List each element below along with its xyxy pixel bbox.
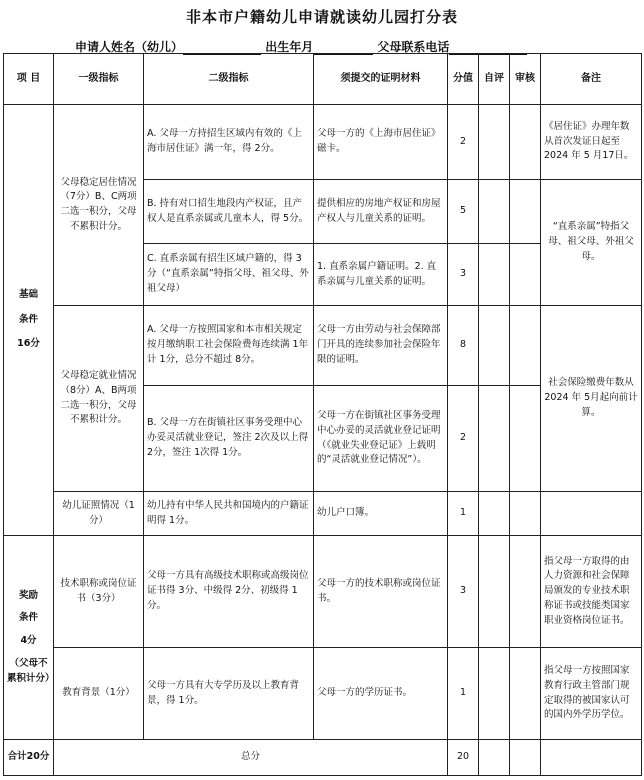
review-cell[interactable]: [510, 244, 541, 306]
header-level2: 二级指标: [144, 54, 314, 105]
employment-a-score: 8: [448, 306, 479, 386]
bonus-label-line4: （父母不累积计分）: [7, 657, 55, 684]
employment-level1: 父母稳定就业情况（8分）A、B两项二选一积分，父母不累积计分。: [54, 306, 144, 492]
header-materials: 须提交的证明材料: [314, 54, 448, 105]
table-row: [4, 105, 642, 180]
table-header-row: [4, 54, 642, 105]
hukou-materials: 幼儿户口簿。: [314, 492, 448, 536]
basic-conditions-label: [4, 105, 54, 536]
employment-remark: 社会保险缴费年数从 2024 年 5月起向前计算。: [541, 306, 642, 492]
self-eval-cell[interactable]: [479, 492, 510, 536]
total-label: 合计20分: [4, 740, 54, 776]
header-score: 分值: [448, 54, 479, 105]
hukou-level1: 幼儿证照情况（1分）: [54, 492, 144, 536]
residence-c-score: 3: [448, 244, 479, 306]
self-eval-cell[interactable]: [479, 244, 510, 306]
basic-label-line2: 条件: [18, 313, 38, 325]
employment-b-materials: 父母一方在街镇社区事务受理中心办妥的灵活就业登记证明（《就业失业登记证》上载明的“灵活就业登记情况”）。: [314, 386, 448, 492]
total-text: 总分: [54, 740, 448, 776]
basic-label-line1: 基础: [18, 288, 38, 300]
residence-a-remark: 《居住证》办理年数从首次发证日起至 2024 年 5 月17日。: [541, 105, 642, 180]
total-score: 20: [448, 740, 479, 776]
hukou-score: 1: [448, 492, 479, 536]
total-remark: [541, 740, 642, 776]
header-remarks: 备注: [541, 54, 642, 105]
table-row: [4, 536, 642, 648]
residence-a-score: 2: [448, 105, 479, 180]
employment-b-score: 2: [448, 386, 479, 492]
review-cell[interactable]: [510, 306, 541, 386]
self-eval-cell[interactable]: [479, 306, 510, 386]
table-row: [4, 492, 642, 536]
self-eval-total[interactable]: [479, 740, 510, 776]
title-score: 3: [448, 536, 479, 648]
employment-a-level2: A. 父母一方按照国家和本市相关规定按月缴纳职工社会保险费每连续满 1年计 1分，总分不超过 8分。: [144, 306, 314, 386]
table-row: [4, 306, 642, 386]
residence-b-score: 5: [448, 180, 479, 244]
edu-materials: 父母一方的学历证书。: [314, 648, 448, 740]
basic-label-line3: 16分: [17, 338, 40, 350]
header-review: 审核: [510, 54, 541, 105]
employment-b-level2: B. 父母一方在街镇社区事务受理中心办妥灵活就业登记，签注 2次及以上得 2分，签注 1次得 1分。: [144, 386, 314, 492]
header-item: 项 目: [4, 54, 54, 105]
review-cell[interactable]: [510, 536, 541, 648]
self-eval-cell[interactable]: [479, 105, 510, 180]
applicant-name-label: 申请人姓名（幼儿）: [75, 40, 184, 54]
employment-a-materials: 父母一方由劳动与社会保障部门开具的连续参加社会保险年限的证明。: [314, 306, 448, 386]
title-remark: 指父母一方取得的由人力资源和社会保障局颁发的专业技术职称证书或技能类国家职业资格岗位证书。: [541, 536, 642, 648]
self-eval-cell[interactable]: [479, 536, 510, 648]
score-table: [3, 53, 642, 776]
edu-score: 1: [448, 648, 479, 740]
review-cell[interactable]: [510, 492, 541, 536]
self-eval-cell[interactable]: [479, 386, 510, 492]
bonus-label-line3: 4分: [20, 635, 37, 647]
review-cell[interactable]: [510, 386, 541, 492]
title-materials: 父母一方的技术职称或岗位证书。: [314, 536, 448, 648]
residence-b-level2: B. 持有对口招生地段内产权证，且产权人是直系亲属或儿童本人，得 5分。: [144, 180, 314, 244]
table-row: [4, 648, 642, 740]
review-total[interactable]: [510, 740, 541, 776]
hukou-remark: [541, 492, 642, 536]
residence-c-level2: C. 直系亲属有招生区域户籍的，得 3分（“直系亲属”特指父母、祖父母、外祖父母）: [144, 244, 314, 306]
residence-a-level2: A. 父母一方持招生区域内有效的《上海市居住证》满一年，得 2分。: [144, 105, 314, 180]
page-title: 非本市户籍幼儿申请就读幼儿园打分表: [185, 8, 458, 26]
title-level2: 父母一方具有高级技术职称或高级岗位证书得 3分、中级得 2分、初级得 1分。: [144, 536, 314, 648]
residence-level1: 父母稳定居住情况（7分）B、C两项二选一积分，父母不累积计分。: [54, 105, 144, 306]
edu-level1: 教育背景（1分）: [54, 648, 144, 740]
bonus-label-line1: 奖励: [18, 589, 38, 601]
header-level1: 一级指标: [54, 54, 144, 105]
birth-date-label: 出生年月: [265, 40, 314, 54]
residence-bc-remark: “直系亲属”特指父母、祖父母、外祖父母。: [541, 180, 642, 306]
edu-level2: 父母一方具有大专学历及以上教育背景，得 1分。: [144, 648, 314, 740]
hukou-level2: 幼儿持有中华人民共和国境内的户籍证明得 1分。: [144, 492, 314, 536]
residence-a-materials: 父母一方的《上海市居住证》磁卡。: [314, 105, 448, 180]
bonus-conditions-label: [4, 536, 54, 740]
self-eval-cell[interactable]: [479, 180, 510, 244]
edu-remark: 指父母一方按照国家教育行政主管部门规定取得的被国家认可的国内外学历学位。: [541, 648, 642, 740]
review-cell[interactable]: [510, 105, 541, 180]
self-eval-cell[interactable]: [479, 648, 510, 740]
parent-phone-label: 父母联系电话: [377, 40, 450, 54]
review-cell[interactable]: [510, 180, 541, 244]
total-row: [4, 740, 642, 776]
bonus-label-line2: 条件: [18, 612, 38, 624]
review-cell[interactable]: [510, 648, 541, 740]
residence-b-materials: 提供相应的房地产权证和房屋产权人与儿童关系的证明。: [314, 180, 448, 244]
residence-c-materials: 1. 直系亲属户籍证明。2. 直系亲属与儿童关系的证明。: [314, 244, 448, 306]
title-level1: 技术职称或岗位证书（3分）: [54, 536, 144, 648]
header-self-eval: 自评: [479, 54, 510, 105]
